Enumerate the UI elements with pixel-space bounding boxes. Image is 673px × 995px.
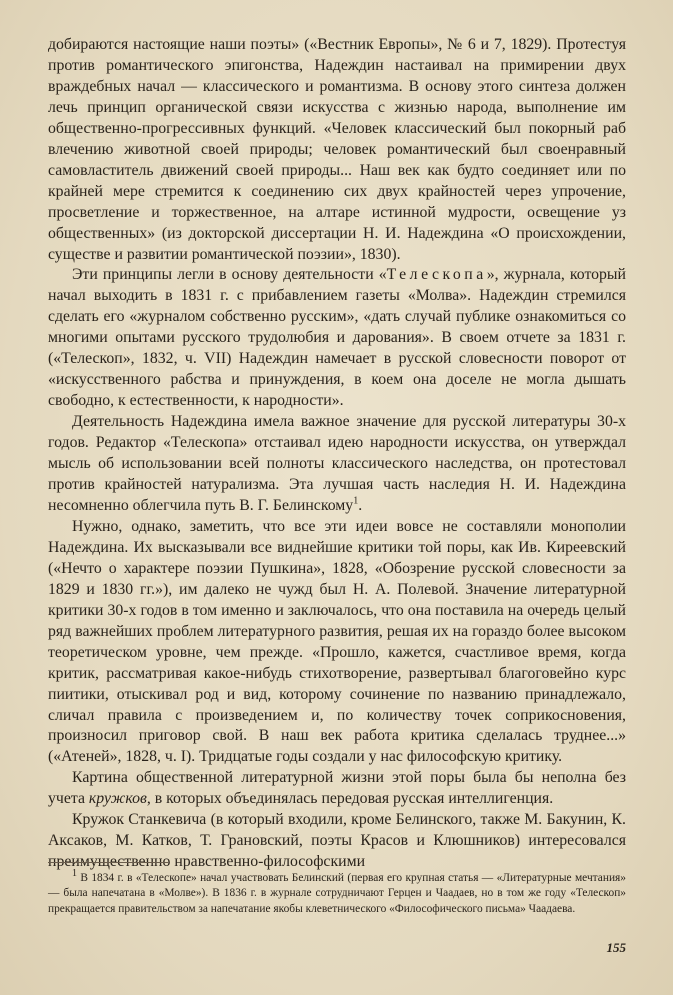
paragraph-5-italic: кружков	[88, 790, 147, 808]
paragraph-2-end: », журнала, который начал выходить в 1831 г. с прибавлением газеты «Молва». Надеждин стремился сделать его «журналом собственно русским», «дать случай публике ознакомиться со многими опытами русского трудолюбия и дарования». В своем отчете за 1831 г. («Телескоп», 1832, ч. VII) Надеждин намечает в русской словесности поворот от «искусственного рабства и принуждения, в коем она доселе не могла дышать свободно, к естественности, к народности».	[48, 266, 627, 410]
footnote-1	[48, 868, 626, 917]
footnote-reference[interactable]: 1	[353, 495, 359, 507]
paragraph-2-start: Эти принципы легли в основу деятельности «	[72, 266, 387, 284]
main-text	[48, 35, 626, 873]
paragraph-2	[48, 265, 626, 412]
paragraph-5	[48, 768, 626, 810]
paragraph-4: Нужно, однако, заметить, что все эти идеи вовсе не составляли монополии Надеждина. Их высказывали все виднейшие критики той поры, как Ив. Киреевский («Нечто о характере поэзии Пушкина», 1828, «Обозрение русской словесности за 1829 и 1830 гг.»), им далеко не чужд был Н. А. Полевой. Значение литературной критики 30-х годов в том именно и заключалось, что она поставила на очередь целый ряд важнейших проблем литературного развития, решая их на гораздо более высоком теоретическом уровне, чем прежде. «Прошло, кажется, счастливое время, когда критик, рассматривая какое-нибудь стихотворение, развертывал благоговейно курс пиитики, отыскивал род и вид, которому сочинение по названию принадлежало, сличал правила с произведением и, по количеству точек соприкосновения, произносил приговор свой. В наш век работа критика сделалась труднее...» («Атеней», 1828, ч. I). Тридцатые годы создали у нас философскую критику.	[48, 517, 626, 766]
footnotes	[48, 868, 626, 917]
journal-name-telescope: Телескопа	[386, 266, 487, 284]
paragraph-3	[48, 412, 626, 517]
footnote-mark: 1	[72, 868, 77, 880]
paragraph-1: добираются настоящие наши поэты» («Вестник Европы», № 6 и 7, 1829). Протестуя против романтического эпигонства, Надеждин настаивал на примирении двух враждебных начал — классического и романтизма. В основу этого синтеза должен лечь принцип органической связи искусства с жизнью народа, выполнение им общественно-прогрессивных функций. «Человек классический был покорный раб влечению животной своей природы; человек романтический был своенравный самовластитель движений своей природы... Наш век как будто соединяет или по крайней мере стремится к соединению сих двух крайностей через упрочение, просветление и торжественное, на алтаре истинной мудрости, освещение уз общественных» (из докторской диссертации Н. И. Надеждина «О происхождении, существе и развитии романтической поэзии», 1830).	[48, 36, 626, 263]
footnote-divider	[48, 862, 168, 863]
paragraph-5-start: Картина общественной литературной жизни этой поры была бы неполна без учета	[48, 769, 626, 808]
paragraph-3-end: .	[358, 496, 363, 514]
paragraph-6: Кружок Станкевича (в который входили, кроме Белинского, также М. Бакунин, К. Аксаков, М. Катков, Т. Грановский, поэты Красов и Клюшников) интересовался преимущественно нравственно-философскими	[48, 811, 626, 871]
paragraph-5-end: , в которых объединялась передовая русская интеллигенция.	[146, 790, 554, 808]
footnote-text: В 1834 г. в «Телескопе» начал участвовать Белинский (первая его крупная статья — «Литературные мечтания» — была напечатана в «Молве»). В 1836 г. в журнале сотрудничают Герцен и Чаадаев, но в том же году «Телескоп» прекращается правительством за напечатание якобы клеветнического «Философического письма» Чаадаева.	[48, 872, 626, 915]
paragraph-3-text: Деятельность Надеждина имела важное значение для русской литературы 30-х годов. Редактор «Телескопа» отстаивал идею народности искусства, он утверждал мысль об использовании всей полноты классического наследства, он протестовал против крайностей натурализма. Эта лучшая часть наследия Н. И. Надеждина несомненно облегчила путь В. Г. Белинскому	[48, 413, 626, 514]
page-number: 155	[606, 940, 626, 955]
